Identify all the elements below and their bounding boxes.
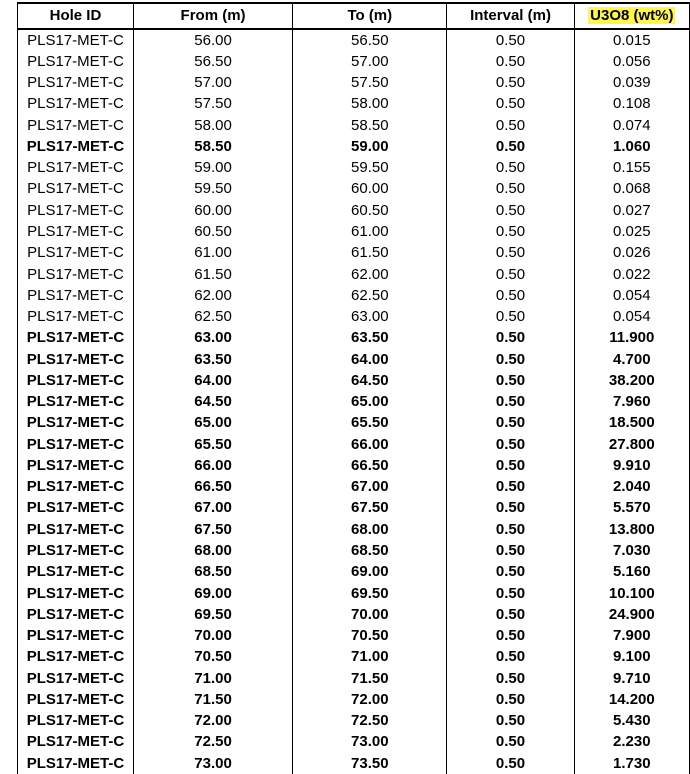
u3o8-cell: 9.910 [574, 455, 689, 476]
table-row [18, 434, 690, 455]
u3o8-cell: 4.700 [574, 349, 689, 370]
table-row [18, 115, 690, 136]
interval-cell: 0.50 [447, 413, 574, 434]
interval-cell: 0.50 [447, 540, 574, 561]
hole-id-cell: PLS17-MET-C [18, 328, 134, 349]
to-cell: 66.50 [293, 455, 447, 476]
from-cell: 67.00 [133, 498, 292, 519]
from-cell: 72.00 [133, 711, 292, 732]
u3o8-cell: 13.800 [574, 519, 689, 540]
to-cell: 68.50 [293, 540, 447, 561]
hole-id-cell: PLS17-MET-C [18, 477, 134, 498]
interval-cell: 0.50 [447, 668, 574, 689]
hole-id-cell: PLS17-MET-C [18, 73, 134, 94]
hole-id-cell: PLS17-MET-C [18, 243, 134, 264]
from-cell: 60.50 [133, 221, 292, 242]
to-cell: 69.00 [293, 562, 447, 583]
header-to: To (m) [293, 3, 447, 29]
from-cell: 64.00 [133, 370, 292, 391]
u3o8-cell: 2.230 [574, 732, 689, 753]
u3o8-cell: 0.015 [574, 29, 689, 51]
to-cell: 58.00 [293, 94, 447, 115]
from-cell: 68.00 [133, 540, 292, 561]
to-cell: 72.00 [293, 689, 447, 710]
to-cell: 59.00 [293, 136, 447, 157]
interval-cell: 0.50 [447, 243, 574, 264]
interval-cell: 0.50 [447, 221, 574, 242]
interval-cell: 0.50 [447, 519, 574, 540]
u3o8-cell: 0.022 [574, 264, 689, 285]
to-cell: 60.50 [293, 200, 447, 221]
u3o8-cell: 1.060 [574, 136, 689, 157]
u3o8-cell: 7.900 [574, 625, 689, 646]
table-row [18, 136, 690, 157]
hole-id-cell: PLS17-MET-C [18, 94, 134, 115]
table-row [18, 455, 690, 476]
from-cell: 67.50 [133, 519, 292, 540]
interval-cell: 0.50 [447, 136, 574, 157]
hole-id-cell: PLS17-MET-C [18, 158, 134, 179]
table-row [18, 158, 690, 179]
interval-cell: 0.50 [447, 349, 574, 370]
hole-id-cell: PLS17-MET-C [18, 179, 134, 200]
hole-id-cell: PLS17-MET-C [18, 753, 134, 774]
interval-cell: 0.50 [447, 392, 574, 413]
interval-cell: 0.50 [447, 264, 574, 285]
hole-id-cell: PLS17-MET-C [18, 370, 134, 391]
u3o8-cell: 10.100 [574, 583, 689, 604]
table-row [18, 328, 690, 349]
table-row [18, 647, 690, 668]
interval-cell: 0.50 [447, 285, 574, 306]
interval-cell: 0.50 [447, 370, 574, 391]
from-cell: 60.00 [133, 200, 292, 221]
assay-table [17, 2, 690, 774]
u3o8-cell: 24.900 [574, 604, 689, 625]
table-row [18, 349, 690, 370]
interval-cell: 0.50 [447, 179, 574, 200]
from-cell: 68.50 [133, 562, 292, 583]
table-row [18, 477, 690, 498]
u3o8-cell: 0.074 [574, 115, 689, 136]
interval-cell: 0.50 [447, 158, 574, 179]
from-cell: 58.50 [133, 136, 292, 157]
from-cell: 69.00 [133, 583, 292, 604]
u3o8-cell: 0.155 [574, 158, 689, 179]
hole-id-cell: PLS17-MET-C [18, 264, 134, 285]
to-cell: 71.50 [293, 668, 447, 689]
hole-id-cell: PLS17-MET-C [18, 285, 134, 306]
to-cell: 57.50 [293, 73, 447, 94]
u3o8-cell: 7.030 [574, 540, 689, 561]
hole-id-cell: PLS17-MET-C [18, 413, 134, 434]
interval-cell: 0.50 [447, 94, 574, 115]
u3o8-cell: 11.900 [574, 328, 689, 349]
interval-cell: 0.50 [447, 711, 574, 732]
to-cell: 60.00 [293, 179, 447, 200]
table-row [18, 243, 690, 264]
table-row [18, 732, 690, 753]
header-from: From (m) [133, 3, 292, 29]
from-cell: 57.00 [133, 73, 292, 94]
interval-cell: 0.50 [447, 306, 574, 327]
u3o8-cell: 9.100 [574, 647, 689, 668]
from-cell: 65.50 [133, 434, 292, 455]
to-cell: 73.00 [293, 732, 447, 753]
table-row [18, 285, 690, 306]
interval-cell: 0.50 [447, 51, 574, 72]
u3o8-cell: 27.800 [574, 434, 689, 455]
header-row [18, 3, 690, 29]
table-row [18, 51, 690, 72]
from-cell: 70.00 [133, 625, 292, 646]
to-cell: 65.50 [293, 413, 447, 434]
table-row [18, 540, 690, 561]
from-cell: 71.50 [133, 689, 292, 710]
table-row [18, 306, 690, 327]
hole-id-cell: PLS17-MET-C [18, 583, 134, 604]
interval-cell: 0.50 [447, 625, 574, 646]
to-cell: 61.50 [293, 243, 447, 264]
hole-id-cell: PLS17-MET-C [18, 136, 134, 157]
from-cell: 62.00 [133, 285, 292, 306]
u3o8-cell: 0.054 [574, 285, 689, 306]
hole-id-cell: PLS17-MET-C [18, 455, 134, 476]
interval-cell: 0.50 [447, 434, 574, 455]
hole-id-cell: PLS17-MET-C [18, 115, 134, 136]
header-u3o8 [574, 3, 689, 29]
from-cell: 73.00 [133, 753, 292, 774]
to-cell: 71.00 [293, 647, 447, 668]
from-cell: 63.50 [133, 349, 292, 370]
interval-cell: 0.50 [447, 200, 574, 221]
hole-id-cell: PLS17-MET-C [18, 668, 134, 689]
u3o8-cell: 14.200 [574, 689, 689, 710]
interval-cell: 0.50 [447, 604, 574, 625]
u3o8-cell: 0.108 [574, 94, 689, 115]
table-row [18, 94, 690, 115]
from-cell: 62.50 [133, 306, 292, 327]
u3o8-cell: 18.500 [574, 413, 689, 434]
interval-cell: 0.50 [447, 115, 574, 136]
from-cell: 61.00 [133, 243, 292, 264]
u3o8-cell: 2.040 [574, 477, 689, 498]
from-cell: 59.50 [133, 179, 292, 200]
from-cell: 72.50 [133, 732, 292, 753]
u3o8-cell: 0.068 [574, 179, 689, 200]
to-cell: 70.50 [293, 625, 447, 646]
hole-id-cell: PLS17-MET-C [18, 540, 134, 561]
to-cell: 64.50 [293, 370, 447, 391]
table-row [18, 413, 690, 434]
header-hole-id: Hole ID [18, 3, 134, 29]
table-row [18, 519, 690, 540]
table-row [18, 689, 690, 710]
from-cell: 66.50 [133, 477, 292, 498]
to-cell: 58.50 [293, 115, 447, 136]
to-cell: 64.00 [293, 349, 447, 370]
hole-id-cell: PLS17-MET-C [18, 392, 134, 413]
from-cell: 56.00 [133, 29, 292, 51]
to-cell: 63.50 [293, 328, 447, 349]
interval-cell: 0.50 [447, 689, 574, 710]
table-row [18, 179, 690, 200]
hole-id-cell: PLS17-MET-C [18, 604, 134, 625]
to-cell: 59.50 [293, 158, 447, 179]
u3o8-cell: 1.730 [574, 753, 689, 774]
interval-cell: 0.50 [447, 583, 574, 604]
from-cell: 58.00 [133, 115, 292, 136]
hole-id-cell: PLS17-MET-C [18, 349, 134, 370]
from-cell: 63.00 [133, 328, 292, 349]
table-row [18, 668, 690, 689]
u3o8-cell: 0.027 [574, 200, 689, 221]
u3o8-cell: 38.200 [574, 370, 689, 391]
to-cell: 61.00 [293, 221, 447, 242]
interval-cell: 0.50 [447, 73, 574, 94]
hole-id-cell: PLS17-MET-C [18, 689, 134, 710]
hole-id-cell: PLS17-MET-C [18, 306, 134, 327]
hole-id-cell: PLS17-MET-C [18, 221, 134, 242]
highlighted-header-label: U3O8 (wt%) [590, 7, 674, 24]
to-cell: 68.00 [293, 519, 447, 540]
table-row [18, 200, 690, 221]
hole-id-cell: PLS17-MET-C [18, 711, 134, 732]
table-row [18, 711, 690, 732]
interval-cell: 0.50 [447, 732, 574, 753]
hole-id-cell: PLS17-MET-C [18, 519, 134, 540]
interval-cell: 0.50 [447, 328, 574, 349]
table-header [18, 3, 690, 29]
table-body [18, 29, 690, 774]
from-cell: 71.00 [133, 668, 292, 689]
to-cell: 73.50 [293, 753, 447, 774]
table-row [18, 583, 690, 604]
u3o8-cell: 5.570 [574, 498, 689, 519]
u3o8-cell: 0.025 [574, 221, 689, 242]
interval-cell: 0.50 [447, 562, 574, 583]
table-row [18, 625, 690, 646]
table-row [18, 753, 690, 774]
from-cell: 57.50 [133, 94, 292, 115]
to-cell: 62.50 [293, 285, 447, 306]
table-row [18, 604, 690, 625]
to-cell: 69.50 [293, 583, 447, 604]
hole-id-cell: PLS17-MET-C [18, 29, 134, 51]
to-cell: 62.00 [293, 264, 447, 285]
interval-cell: 0.50 [447, 455, 574, 476]
from-cell: 70.50 [133, 647, 292, 668]
header-interval: Interval (m) [447, 3, 574, 29]
table-row [18, 29, 690, 51]
from-cell: 61.50 [133, 264, 292, 285]
hole-id-cell: PLS17-MET-C [18, 562, 134, 583]
to-cell: 65.00 [293, 392, 447, 413]
u3o8-cell: 7.960 [574, 392, 689, 413]
to-cell: 66.00 [293, 434, 447, 455]
from-cell: 56.50 [133, 51, 292, 72]
interval-cell: 0.50 [447, 647, 574, 668]
hole-id-cell: PLS17-MET-C [18, 647, 134, 668]
from-cell: 64.50 [133, 392, 292, 413]
hole-id-cell: PLS17-MET-C [18, 434, 134, 455]
to-cell: 67.00 [293, 477, 447, 498]
hole-id-cell: PLS17-MET-C [18, 200, 134, 221]
interval-cell: 0.50 [447, 477, 574, 498]
from-cell: 66.00 [133, 455, 292, 476]
from-cell: 59.00 [133, 158, 292, 179]
to-cell: 56.50 [293, 29, 447, 51]
u3o8-cell: 5.160 [574, 562, 689, 583]
to-cell: 67.50 [293, 498, 447, 519]
interval-cell: 0.50 [447, 29, 574, 51]
table-row [18, 264, 690, 285]
to-cell: 70.00 [293, 604, 447, 625]
hole-id-cell: PLS17-MET-C [18, 498, 134, 519]
table-row [18, 221, 690, 242]
table-row [18, 392, 690, 413]
to-cell: 57.00 [293, 51, 447, 72]
u3o8-cell: 0.039 [574, 73, 689, 94]
u3o8-cell: 9.710 [574, 668, 689, 689]
to-cell: 72.50 [293, 711, 447, 732]
interval-cell: 0.50 [447, 498, 574, 519]
table-row [18, 73, 690, 94]
to-cell: 63.00 [293, 306, 447, 327]
u3o8-cell: 0.054 [574, 306, 689, 327]
u3o8-cell: 5.430 [574, 711, 689, 732]
table-row [18, 498, 690, 519]
table-row [18, 562, 690, 583]
u3o8-cell: 0.056 [574, 51, 689, 72]
from-cell: 69.50 [133, 604, 292, 625]
interval-cell: 0.50 [447, 753, 574, 774]
table-row [18, 370, 690, 391]
hole-id-cell: PLS17-MET-C [18, 51, 134, 72]
hole-id-cell: PLS17-MET-C [18, 625, 134, 646]
hole-id-cell: PLS17-MET-C [18, 732, 134, 753]
from-cell: 65.00 [133, 413, 292, 434]
u3o8-cell: 0.026 [574, 243, 689, 264]
